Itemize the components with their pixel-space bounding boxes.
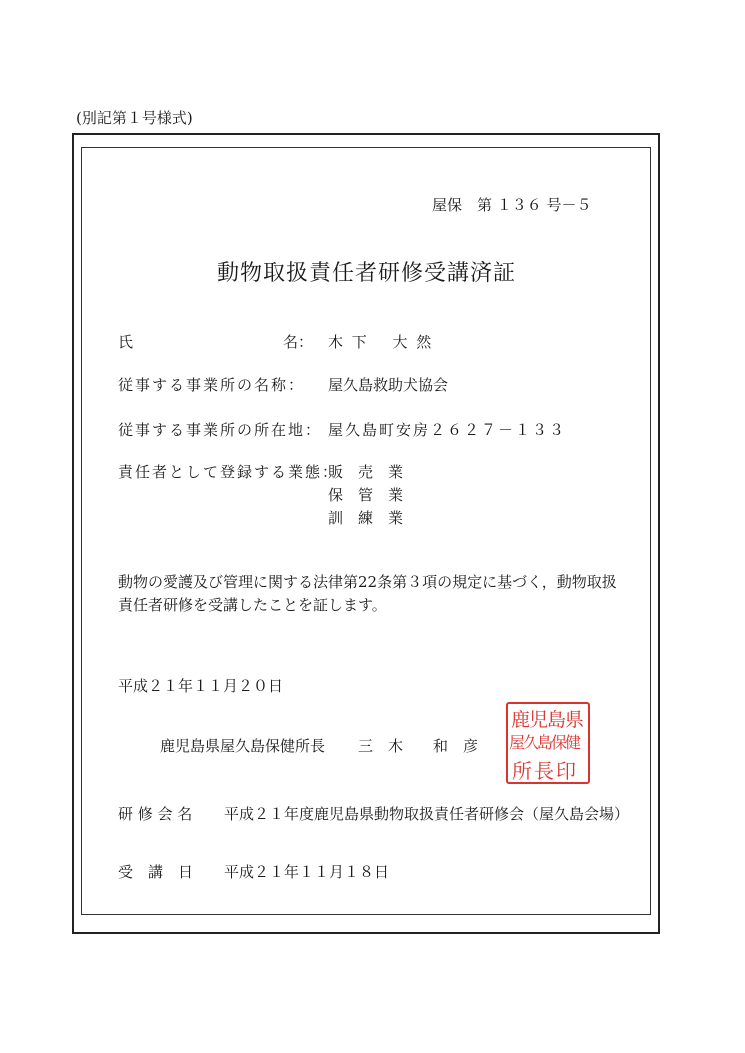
office-name-label: 従事する事業所の名称： xyxy=(118,376,306,394)
office-address-label: 従事する事業所の所在地： xyxy=(118,421,323,439)
business-type-storage: 保 管 業 xyxy=(328,486,404,504)
form-label: (別記第１号様式) xyxy=(76,109,193,127)
business-type-label: 責任者として登録する業態： xyxy=(118,463,340,481)
seal-line-2: 屋久島保健 xyxy=(509,733,580,752)
name-label-a: 氏 xyxy=(118,333,134,351)
issue-date: 平成２１年１１月２０日 xyxy=(118,677,284,695)
certificate-title: 動物取扱責任者研修受講済証 xyxy=(217,261,517,286)
issuer-name: 三 木 和 彦 xyxy=(358,737,479,755)
office-address-value: 屋久島町安房２６２７－１３３ xyxy=(328,421,567,439)
business-type-sales: 販 売 業 xyxy=(328,463,404,481)
attendance-date-label: 受 講 日 xyxy=(118,863,194,881)
name-label-b: 名： xyxy=(283,333,314,351)
training-name-value: 平成２１年度鹿児島県動物取扱責任者研修会（屋久島会場） xyxy=(224,805,630,823)
issuer-title: 鹿児島県屋久島保健所長 xyxy=(160,737,326,755)
seal-line-3: 所長印 xyxy=(512,759,578,783)
reference-number: 屋保 第 １３６ 号－５ xyxy=(432,196,592,214)
statement-line-2: 責任者研修を受講したことを証します。 xyxy=(118,596,387,614)
attendance-date-value: 平成２１年１１月１８日 xyxy=(224,863,390,881)
statement-line-1: 動物の愛護及び管理に関する法律第22条第３項の規定に基づく，動物取扱 xyxy=(118,573,617,591)
training-name-label: 研 修 会 名 xyxy=(118,805,193,823)
name-value: 木 下 大 然 xyxy=(328,333,434,351)
business-type-training: 訓 練 業 xyxy=(328,509,404,527)
official-seal xyxy=(506,702,590,784)
office-name-value: 屋久島救助犬協会 xyxy=(328,376,449,394)
seal-line-1: 鹿児島県 xyxy=(511,709,584,731)
